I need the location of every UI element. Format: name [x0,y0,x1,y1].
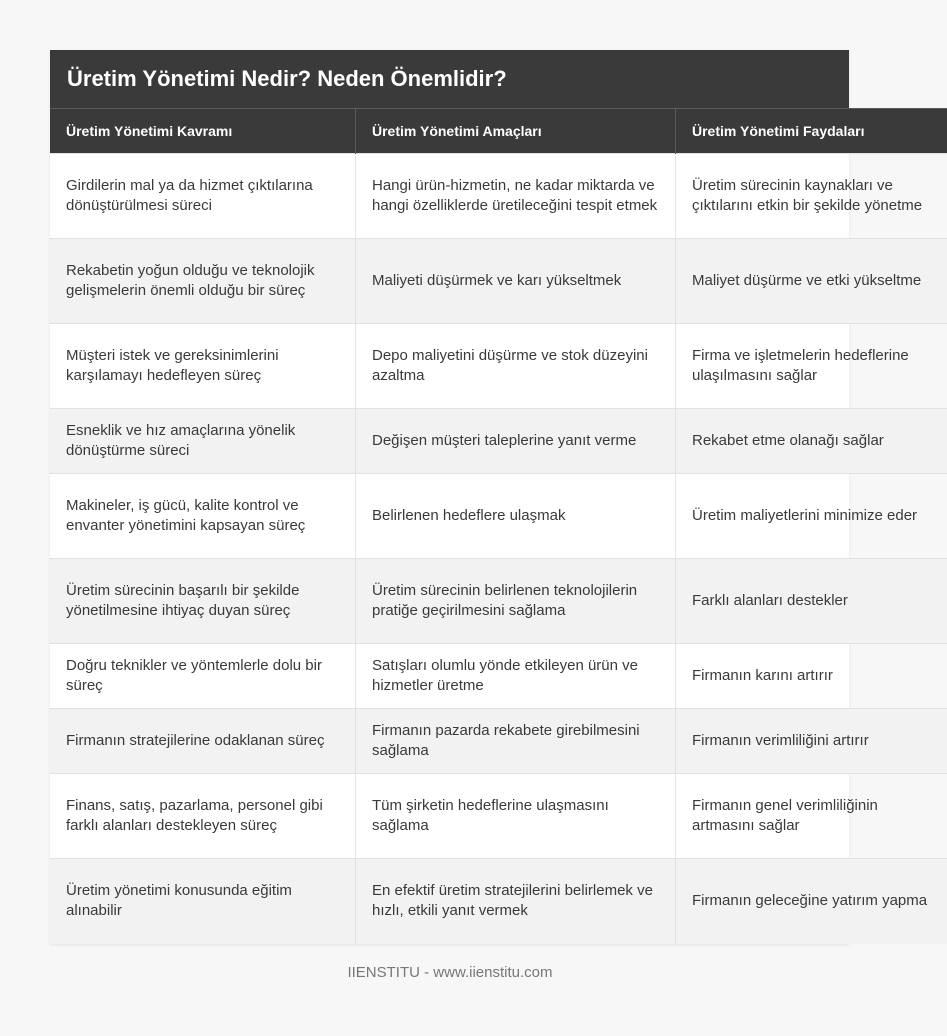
cell-goal: Üretim sürecinin belirlenen teknolojilerin pratiğe geçirilmesini sağlama [356,559,676,644]
cell-concept: Firmanın stratejilerine odaklanan süreç [50,709,356,774]
cell-concept: Doğru teknikler ve yöntemlerle dolu bir süreç [50,644,356,709]
table-row [50,324,947,409]
footer-credit: IIENSTITU - www.iienstitu.com [347,964,553,981]
cell-benefit: Firmanın karını artırır [676,644,947,709]
cell-goal: Tüm şirketin hedeflerine ulaşmasını sağlama [356,774,676,859]
header-goals: Üretim Yönetimi Amaçları [356,109,676,154]
cell-benefit: Firmanın genel verimliliğinin artmasını sağlar [676,774,947,859]
cell-benefit: Üretim sürecinin kaynakları ve çıktılarını etkin bir şekilde yönetme [676,154,947,239]
table-row [50,644,947,709]
cell-concept: Girdilerin mal ya da hizmet çıktılarına dönüştürülmesi süreci [50,154,356,239]
cell-concept: Rekabetin yoğun olduğu ve teknolojik gelişmelerin önemli olduğu bir süreç [50,239,356,324]
cell-benefit: Firmanın verimliliğini artırır [676,709,947,774]
cell-concept: Üretim sürecinin başarılı bir şekilde yönetilmesine ihtiyaç duyan süreç [50,559,356,644]
data-table [50,108,947,944]
cell-concept: Üretim yönetimi konusunda eğitim alınabilir [50,859,356,944]
table-row [50,474,947,559]
cell-goal: Depo maliyetini düşürme ve stok düzeyini azaltma [356,324,676,409]
header-row [50,109,947,154]
cell-goal: Belirlenen hedeflere ulaşmak [356,474,676,559]
cell-benefit: Firmanın geleceğine yatırım yapma [676,859,947,944]
header-benefits: Üretim Yönetimi Faydaları [676,109,947,154]
cell-goal: Firmanın pazarda rekabete girebilmesini sağlama [356,709,676,774]
table-row [50,559,947,644]
cell-goal: En efektif üretim stratejilerini belirlemek ve hızlı, etkili yanıt vermek [356,859,676,944]
cell-goal: Hangi ürün-hizmetin, ne kadar miktarda ve hangi özelliklerde üretileceğini tespit etmek [356,154,676,239]
cell-concept: Finans, satış, pazarlama, personel gibi farklı alanları destekleyen süreç [50,774,356,859]
header-concept: Üretim Yönetimi Kavramı [50,109,356,154]
cell-benefit: Üretim maliyetlerini minimize eder [676,474,947,559]
cell-concept: Müşteri istek ve gereksinimlerini karşılamayı hedefleyen süreç [50,324,356,409]
cell-goal: Satışları olumlu yönde etkileyen ürün ve hizmetler üretme [356,644,676,709]
table-row [50,154,947,239]
table-title: Üretim Yönetimi Nedir? Neden Önemlidir? [50,50,849,108]
cell-benefit: Farklı alanları destekler [676,559,947,644]
table-row [50,709,947,774]
table-row [50,409,947,474]
cell-goal: Değişen müşteri taleplerine yanıt verme [356,409,676,474]
cell-goal: Maliyeti düşürmek ve karı yükseltmek [356,239,676,324]
cell-benefit: Firma ve işletmelerin hedeflerine ulaşılmasını sağlar [676,324,947,409]
article-table-card [50,50,928,944]
table-row [50,859,947,944]
cell-benefit: Maliyet düşürme ve etki yükseltme [676,239,947,324]
cell-concept: Makineler, iş gücü, kalite kontrol ve envanter yönetimini kapsayan süreç [50,474,356,559]
cell-benefit: Rekabet etme olanağı sağlar [676,409,947,474]
table-row [50,239,947,324]
cell-concept: Esneklik ve hız amaçlarına yönelik dönüştürme süreci [50,409,356,474]
table-row [50,774,947,859]
